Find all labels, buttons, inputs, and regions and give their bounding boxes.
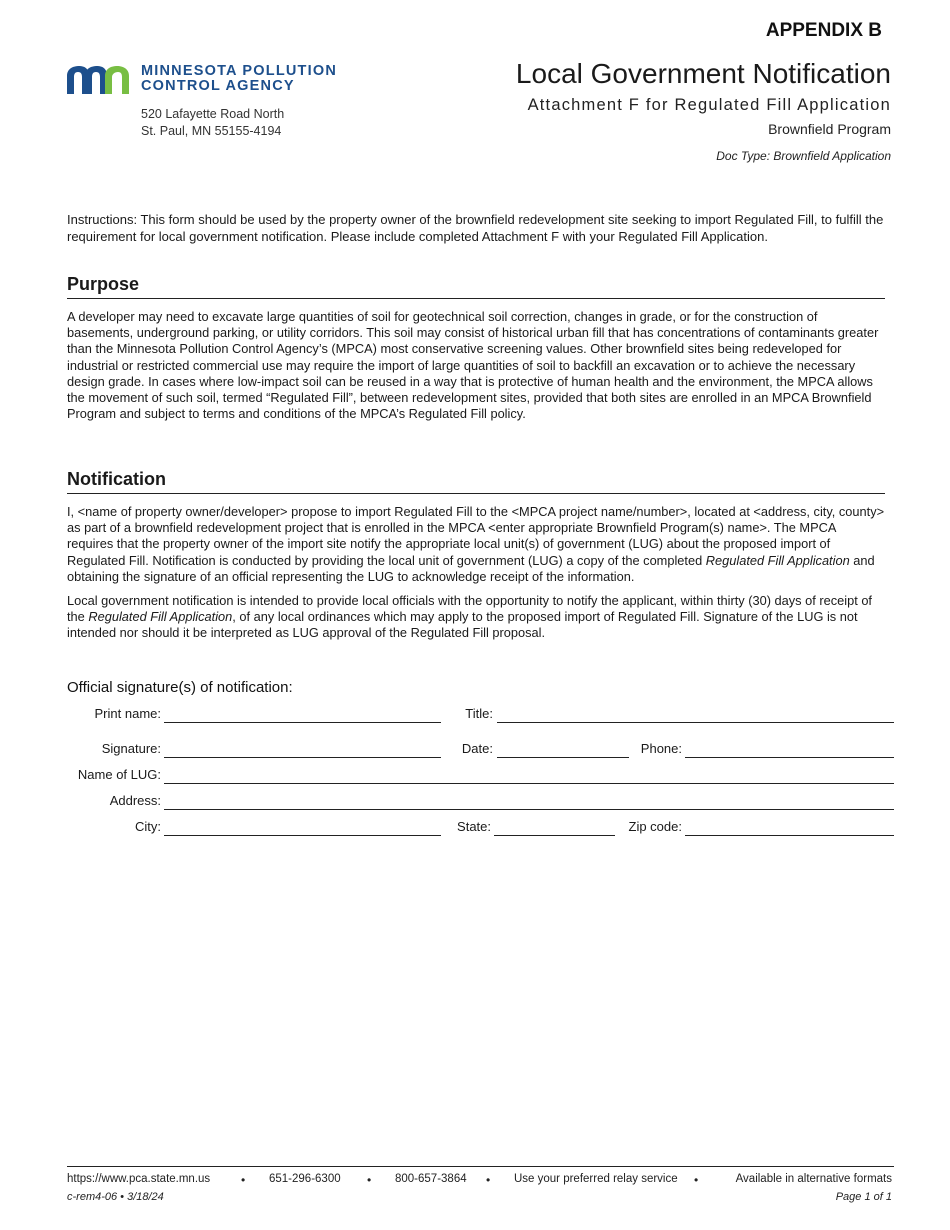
footer-page-number: Page 1 of 1: [835, 1191, 892, 1203]
purpose-section: [67, 274, 885, 422]
lug-name-field[interactable]: [164, 783, 894, 784]
city-label: City:: [135, 819, 161, 834]
footer-divider: [67, 1166, 894, 1167]
notification-section: [67, 469, 885, 642]
phone-field[interactable]: [685, 757, 894, 758]
address-line2: St. Paul, MN 55155-4194: [141, 124, 282, 138]
notification-paragraph-2: Local government notification is intended to provide local officials with the opportunity to notify the applicant, within thirty (30) days of receipt of the Regulated Fill Application, of any local ordinances which may apply to the proposed import of Regulated Fill. Signature of the LUG is not intended nor should it be interpreted as LUG approval of the Regulated Fill proposal.: [67, 593, 872, 641]
notification-paragraph-1: I, <name of property owner/developer> propose to import Regulated Fill to the <MPCA project name/number>, located at <address, city, county> as part of a brownfield redevelopment project that is enrolled in the MPCA <enter appropriate Brownfield Program(s) name>. The MPCA requires that the property owner of the import site notify the appropriate local unit(s) of government (LUG) about the proposed import of Regulated Fill. Notification is conducted by providing the local unit of government (LUG) a copy of the completed Regulated Fill Application and obtaining the signature of an official representing the LUG to acknowledge receipt of the information.: [67, 504, 885, 584]
phone-label: Phone:: [640, 741, 682, 756]
footer-bullet: •: [694, 1173, 699, 1187]
notification-heading: Notification: [67, 469, 885, 494]
page-title: Local Government Notification: [515, 58, 891, 89]
zip-code-field[interactable]: [685, 835, 894, 836]
purpose-heading: Purpose: [67, 274, 885, 299]
mpca-logo-icon: [67, 66, 131, 94]
signature-label: Signature:: [101, 741, 161, 756]
agency-name-line2: CONTROL AGENCY: [141, 78, 295, 94]
mpca-logo: [67, 64, 367, 104]
program-name: Brownfield Program: [768, 121, 891, 137]
footer-alt-formats: Available in alternative formats: [735, 1173, 892, 1185]
footer-phone-local: 651-296-6300: [269, 1173, 341, 1185]
city-field[interactable]: [164, 835, 441, 836]
appendix-label: APPENDIX B: [765, 20, 882, 41]
footer-url[interactable]: https://www.pca.state.mn.us: [67, 1173, 211, 1185]
state-field[interactable]: [494, 835, 615, 836]
date-label: Date:: [461, 741, 493, 756]
doc-type: Doc Type: Brownfield Application: [716, 149, 891, 163]
address-field[interactable]: [164, 809, 894, 810]
signature-field[interactable]: [164, 757, 441, 758]
footer-phone-tollfree: 800-657-3864: [395, 1173, 467, 1185]
print-name-label: Print name:: [94, 706, 161, 721]
state-label: State:: [457, 819, 491, 834]
signature-heading: Official signature(s) of notification:: [67, 679, 293, 696]
footer-doc-id: c-rem4-06 • 3/18/24: [67, 1191, 164, 1203]
footer-bullet: •: [486, 1173, 491, 1187]
print-name-field[interactable]: [164, 722, 441, 723]
regulated-fill-application-ref: Regulated Fill Application: [705, 552, 850, 568]
purpose-body: A developer may need to excavate large quantities of soil for geotechnical soil correction, changes in grade, or for the construction of basements, underground parking, or utility corridors. This soil may consist of historical urban fill that has concentrations of contaminants greater than the Minnesota Pollution Control Agency’s (MPCA) most conservative screening values. Other brownfield sites being redeveloped for industrial or restricted commercial use may require the import of large quantities of soil to backfill an excavation or to achieve the necessary design grade. In cases where low-impact soil can be reused in a way that is protective of human health and the environment, the MPCA allows the movement of such soil, termed “Regulated Fill”, between redevelopment sites, provided that both sites are enrolled in an MPCA Brownfield Program and subject to terms and conditions of the MPCA’s Regulated Fill policy.: [67, 309, 879, 422]
agency-address: [141, 106, 284, 140]
address-label: Address:: [109, 793, 161, 808]
title-field[interactable]: [497, 722, 894, 723]
zip-code-label: Zip code:: [628, 819, 682, 834]
agency-name-line1: MINNESOTA POLLUTION: [141, 63, 337, 79]
page-subtitle: Attachment F for Regulated Fill Application: [527, 96, 891, 114]
title-label: Title:: [465, 706, 493, 721]
address-line1: 520 Lafayette Road North: [141, 107, 285, 121]
footer-bullet: •: [367, 1173, 372, 1187]
footer-bullet: •: [241, 1173, 246, 1187]
lug-name-label: Name of LUG:: [77, 767, 161, 782]
date-field[interactable]: [497, 757, 629, 758]
regulated-fill-application-ref: Regulated Fill Application: [88, 609, 233, 625]
instructions-text: Instructions: This form should be used by the property owner of the brownfield redevelopment site seeking to import Regulated Fill, to fulfill the requirement for local government notification. Please include completed Attachment F with your Regulated Fill Application.: [67, 212, 884, 244]
footer-relay: Use your preferred relay service: [514, 1173, 678, 1185]
